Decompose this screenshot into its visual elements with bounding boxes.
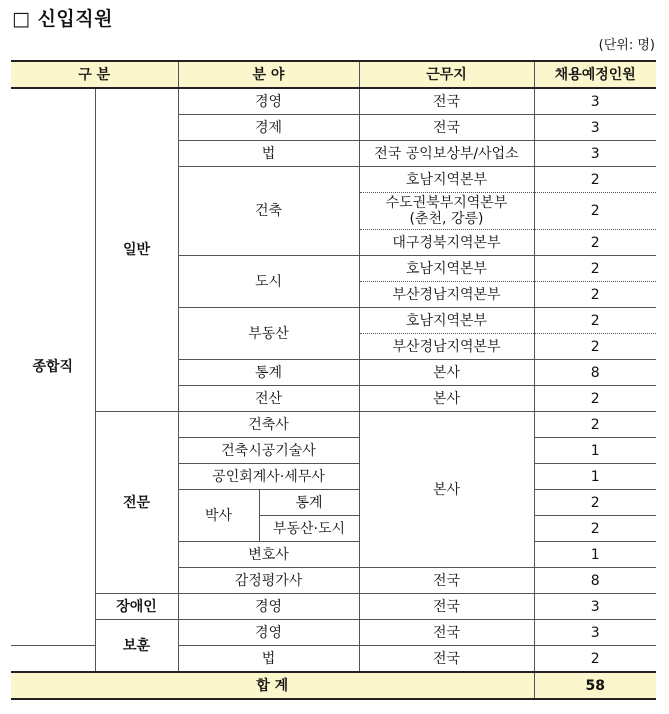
location-cell: 전국 (359, 646, 534, 673)
table-row (11, 88, 656, 115)
field-cell: 건축시공기술사 (178, 438, 359, 464)
location-cell: 본사 (359, 360, 534, 386)
group-disabled: 장애인 (95, 594, 178, 620)
count-cell: 3 (534, 141, 656, 167)
field-cell: 법 (178, 141, 359, 167)
location-cell: 부산경남지역본부 (359, 282, 534, 308)
location-cell: 수도권북부지역본부 (춘천, 강릉) (359, 193, 534, 230)
location-cell: 전국 (359, 115, 534, 141)
field-cell: 공인회계사·세무사 (178, 464, 359, 490)
page-title: □ 신입직원 (12, 8, 113, 30)
table-row (11, 412, 656, 438)
field-cell: 경영 (178, 88, 359, 115)
count-cell: 3 (534, 594, 656, 620)
count-cell: 2 (534, 167, 656, 193)
location-cell: 호남지역본부 (359, 167, 534, 193)
count-cell: 2 (534, 516, 656, 542)
location-cell: 호남지역본부 (359, 308, 534, 334)
field-cell: 전산 (178, 386, 359, 412)
location-cell: 본사 (359, 412, 534, 568)
location-cell: 호남지역본부 (359, 256, 534, 282)
location-cell: 전국 (359, 594, 534, 620)
field-cell: 건축 (178, 167, 359, 256)
location-cell: 부산경남지역본부 (359, 334, 534, 360)
count-cell: 1 (534, 464, 656, 490)
count-cell: 2 (534, 386, 656, 412)
field-cell: 통계 (178, 360, 359, 386)
location-cell: 전국 (359, 568, 534, 594)
header-field: 분 야 (178, 61, 359, 88)
field-cell: 변호사 (178, 542, 359, 568)
count-cell: 1 (534, 542, 656, 568)
count-cell: 8 (534, 568, 656, 594)
count-cell: 2 (534, 230, 656, 256)
header-category: 구 분 (11, 61, 178, 88)
location-cell: 본사 (359, 386, 534, 412)
count-cell: 3 (534, 620, 656, 646)
count-cell: 2 (534, 490, 656, 516)
field-cell: 경제 (178, 115, 359, 141)
field-cell: 감정평가사 (178, 568, 359, 594)
total-label: 합 계 (11, 672, 534, 699)
field-cell: 도시 (178, 256, 359, 308)
unit-label: (단위: 명) (598, 38, 655, 53)
count-cell: 2 (534, 308, 656, 334)
field-cell: 건축사 (178, 412, 359, 438)
expert-sub-cell: 박사 (178, 490, 259, 542)
count-cell: 2 (534, 282, 656, 308)
field-cell: 부동산 (178, 308, 359, 360)
group-main: 종합직 (11, 88, 95, 646)
field-cell: 경영 (178, 594, 359, 620)
table-row (11, 620, 656, 646)
location-cell: 대구경북지역본부 (359, 230, 534, 256)
group-general: 일반 (95, 88, 178, 412)
field-cell: 경영 (178, 620, 359, 646)
location-cell: 전국 (359, 88, 534, 115)
field-cell: 법 (178, 646, 359, 673)
total-count: 58 (534, 672, 656, 699)
count-cell: 3 (534, 115, 656, 141)
header-location: 근무지 (359, 61, 534, 88)
location-cell: 전국 (359, 620, 534, 646)
count-cell: 2 (534, 334, 656, 360)
table-header-row (11, 61, 656, 88)
count-cell: 8 (534, 360, 656, 386)
count-cell: 2 (534, 256, 656, 282)
field-cell: 통계 (259, 490, 359, 516)
recruitment-table (11, 60, 656, 700)
field-cell: 부동산·도시 (259, 516, 359, 542)
count-cell: 1 (534, 438, 656, 464)
count-cell: 2 (534, 646, 656, 673)
count-cell: 2 (534, 412, 656, 438)
location-cell: 전국 공익보상부/사업소 (359, 141, 534, 167)
total-row (11, 672, 656, 699)
table-row (11, 594, 656, 620)
group-veterans: 보훈 (95, 620, 178, 673)
count-cell: 3 (534, 88, 656, 115)
group-specialist: 전문 (95, 412, 178, 594)
count-cell: 2 (534, 193, 656, 230)
header-planned: 채용예정인원 (534, 61, 656, 88)
